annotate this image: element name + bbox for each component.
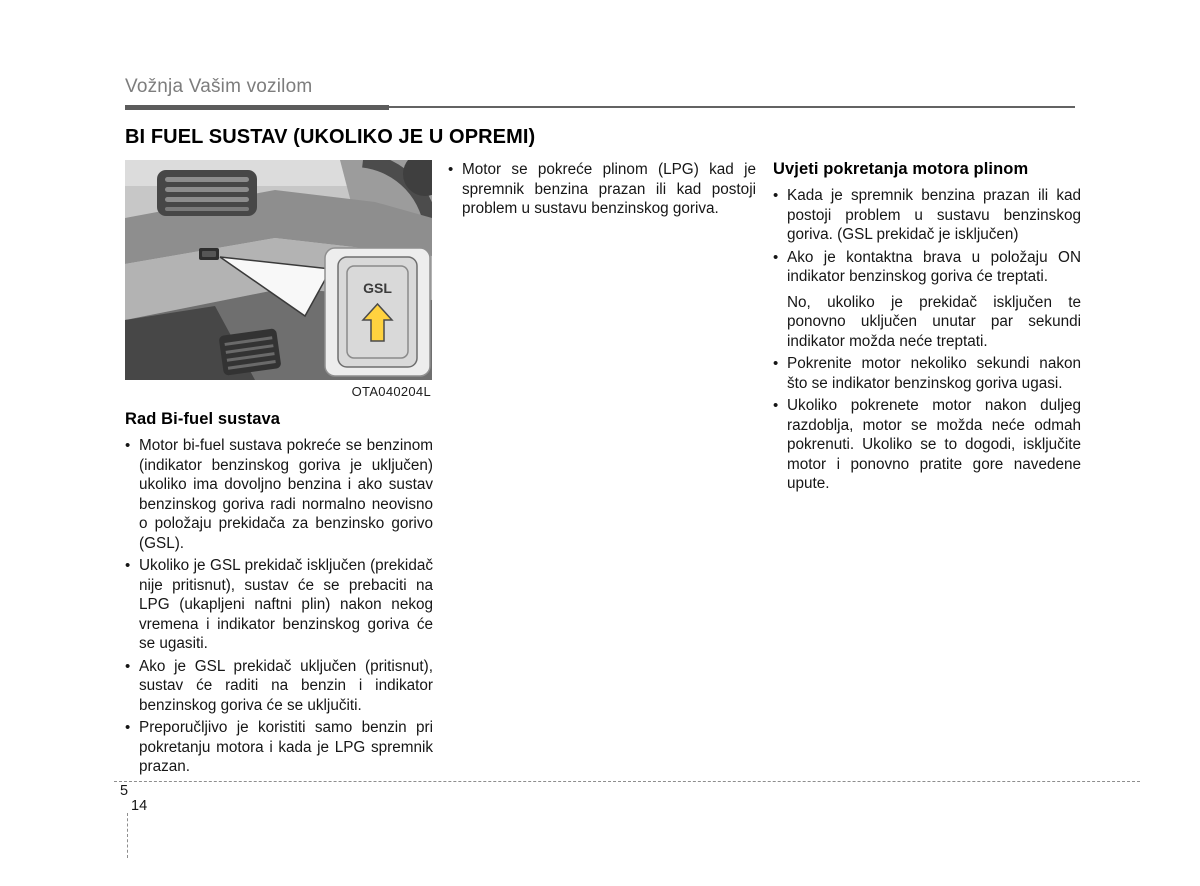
bullet-marker: • xyxy=(448,161,454,178)
bullet-text: Pokrenite motor nekoliko sekundi nakon što se indikator benzinskog goriva ugasi. xyxy=(787,355,1081,392)
list-item xyxy=(773,396,1081,494)
column-right xyxy=(773,160,1081,497)
header-rule-thick xyxy=(125,105,389,110)
gsl-switch-location xyxy=(199,248,219,260)
uvjeti-list xyxy=(773,186,1081,494)
column-left xyxy=(125,160,433,780)
air-vent-icon xyxy=(157,170,257,216)
bullet-marker: • xyxy=(773,187,779,204)
gsl-switch-label: GSL xyxy=(363,280,392,296)
rad-bifuel-list xyxy=(125,436,433,777)
bullet-marker: • xyxy=(125,657,131,675)
list-item xyxy=(773,354,1081,393)
bullet-text: Ako je GSL prekidač uključen (pritisnut), sustav će raditi na benzin i indikator benzinskog goriva će se uključiti. xyxy=(139,657,433,714)
list-item xyxy=(773,186,1081,245)
list-item xyxy=(125,657,433,716)
bullet-text: Motor bi-fuel sustava pokreće se benzinom (indikator benzinskog goriva je uključen) ukoliko ima dovoljno benzina i ako sustav benzinskog goriva radi normalno neovisno o položaju prekidača za benzinsko gorivo (GSL). xyxy=(139,437,433,552)
page-title: BI FUEL SUSTAV (UKOLIKO JE U OPREMI) xyxy=(125,126,536,148)
figure-caption: OTA040204L xyxy=(351,384,431,399)
header-rule-thin xyxy=(389,106,1075,108)
bullet-text: Motor se pokreće plinom (LPG) kad je spremnik benzina prazan ili kad postoji problem u sustavu benzinskog goriva. xyxy=(462,161,756,217)
list-item xyxy=(773,248,1081,352)
bullet-text: Preporučljivo je koristiti samo benzin pri pokretanju motora i kada je LPG spremnik prazan. xyxy=(139,719,433,775)
bullet-marker: • xyxy=(125,437,131,454)
bullet-marker: • xyxy=(773,248,779,266)
bullet-text xyxy=(787,248,1081,352)
header-rule xyxy=(125,105,1075,111)
dashboard-figure xyxy=(125,160,432,380)
column-middle xyxy=(448,160,756,222)
chapter-title: Vožnja Vašim vozilom xyxy=(125,76,313,97)
gsl-switch-inset xyxy=(325,248,430,376)
list-item xyxy=(125,436,433,553)
bullet-text: Ukoliko je GSL prekidač isključen (prekidač nije pritisnut), sustav će se prebaciti na LPG (ukapljeni naftni plin) nakon nekog vremena i indikator benzinskog goriva će se ugasiti. xyxy=(139,557,433,652)
list-item xyxy=(125,718,433,777)
subsection-heading-rad-bifuel: Rad Bi-fuel sustava xyxy=(125,410,281,428)
crop-mark xyxy=(127,813,128,858)
bullet-text: Kada je spremnik benzina prazan ili kad postoji problem u sustavu benzinskog goriva. (GSL prekidač je isključen) xyxy=(787,187,1081,243)
bullet-paragraph: Ako je kontaktna brava u položaju ON indikator benzinskog goriva će treptati. xyxy=(787,248,1081,285)
bullet-marker: • xyxy=(125,557,131,574)
footer-dashed-line xyxy=(114,781,1140,782)
bullet-marker: • xyxy=(773,397,779,414)
bullet-paragraph: No, ukoliko je prekidač isključen te ponovno uključen unutar par sekundi indikator možda neće treptati. xyxy=(787,293,1081,350)
pedal xyxy=(218,328,281,376)
chapter-header xyxy=(125,76,1075,111)
list-item xyxy=(125,556,433,654)
footer-chapter-number: 5 xyxy=(120,783,129,799)
list-item xyxy=(448,160,756,219)
subsection-heading-uvjeti: Uvjeti pokretanja motora plinom xyxy=(773,160,1029,178)
bullet-text: Ukoliko pokrenete motor nakon duljeg razdoblja, motor se možda neće odmah pokrenuti. Ukoliko se to dogodi, isključite motor i ponovno pratite gore navedene upute. xyxy=(787,397,1081,492)
footer-page-number: 14 xyxy=(131,798,148,814)
bullet-marker: • xyxy=(773,355,779,372)
bullet-marker: • xyxy=(125,719,131,736)
middle-list xyxy=(448,160,756,219)
dashboard-photo xyxy=(125,160,432,380)
